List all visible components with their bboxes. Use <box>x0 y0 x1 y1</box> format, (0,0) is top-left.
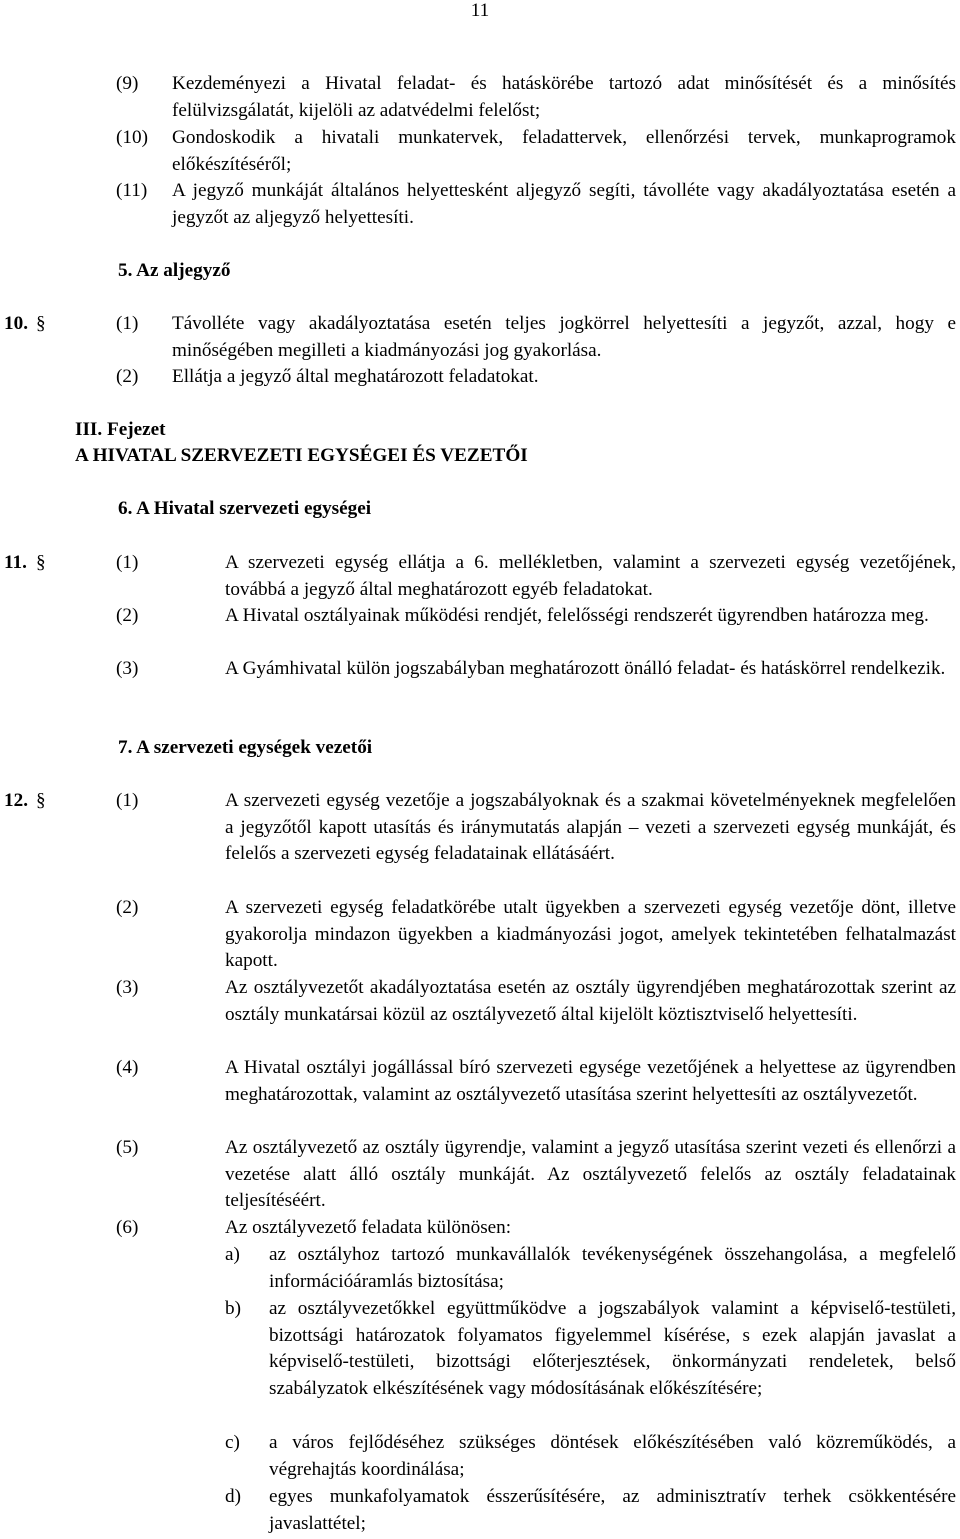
subsection-heading: 5. Az aljegyző <box>118 260 231 281</box>
subitem-text: a város fejlődéséhez szükséges döntések előkészítésében való közreműködés, a végrehajtás koordinálása; <box>269 1432 956 1480</box>
paragraph-text: A szervezeti egység feladatkörébe utalt ügyekben a szervezeti egység vezetője dönt, illetve gyakorolja mindazon ügyekben a kiadmányozási jogot, amelyek tekintetében felhatalmazást kapott. <box>225 897 956 972</box>
paragraph-num: (1) <box>116 790 139 811</box>
paragraph-num: (1) <box>116 313 139 334</box>
paragraph-text: A szervezeti egység ellátja a 6. mellékletben, valamint a szervezeti egység vezetőjének, továbbá a jegyző által meghatározott egyéb feladatokat. <box>225 552 956 600</box>
page-number: 11 <box>470 0 490 21</box>
paragraph-num: (2) <box>116 366 139 387</box>
paragraph-num: (3) <box>116 658 139 679</box>
paragraph-text: Az osztályvezető az osztály ügyrendje, valamint a jegyző utasítása szerint vezeti és ellenőrzi a vezetése alatt álló osztály munkáját. Az osztályvezető felelős az osztály feladatainak teljesítéséért. <box>225 1137 956 1212</box>
subitem-text: az osztályvezetőkkel együttműködve a jogszabályok valamint a képviselő-testületi, bizottsági határozatok folyamatos figyelemmel kísérése, s ezek alapján javaslat a képviselő-testületi, bizottsági előterjesztések, önkormányzati rendeletek, belső szabályzatok elkészítésének vagy módosításának előkészítésére; <box>269 1298 956 1399</box>
paragraph-text: Ellátja a jegyző által meghatározott feladatokat. <box>172 366 539 387</box>
paragraph-num: (2) <box>116 605 139 626</box>
paragraph-num: (2) <box>116 897 139 918</box>
section-number: 10. <box>4 313 28 334</box>
list-item-num: (11) <box>116 180 148 201</box>
chapter-title: III. Fejezet <box>75 419 166 440</box>
subitem-text: egyes munkafolyamatok ésszerűsítésére, az adminisztratív terhek csökkentésére javaslattétel; <box>269 1486 956 1534</box>
subitem-num: c) <box>225 1432 240 1453</box>
list-item-num: (9) <box>116 73 139 94</box>
subitem-text: az osztályhoz tartozó munkavállalók tevékenységének összehangolása, a megfelelő információáramlás biztosítása; <box>269 1244 956 1292</box>
list-item-text: Gondoskodik a hivatali munkatervek, feladattervek, ellenőrzési tervek, munkaprogramok előkészítéséről; <box>172 127 956 175</box>
paragraph-num: (5) <box>116 1137 139 1158</box>
paragraph-num: (1) <box>116 552 139 573</box>
section-sign: § <box>36 552 46 573</box>
paragraph-text: A Hivatal osztályainak működési rendjét, felelősségi rendszerét ügyrendben határozza meg. <box>225 605 929 626</box>
subsection-heading: 6. A Hivatal szervezeti egységei <box>118 498 372 519</box>
list-item-num: (10) <box>116 127 148 148</box>
list-item-text: A jegyző munkáját általános helyettesként aljegyző segíti, távolléte vagy akadályoztatása esetén a jegyzőt az aljegyző helyettesíti. <box>172 180 956 228</box>
paragraph-text: A Hivatal osztályi jogállással bíró szervezeti egysége vezetőjének a helyettese az ügyrendben meghatározottak, valamint az osztályvezető utasítása szerint helyettesíti az osztályvezetőt. <box>225 1057 956 1105</box>
section-number: 12. <box>4 790 28 811</box>
subitem-num: a) <box>225 1244 240 1265</box>
paragraph-text: A szervezeti egység vezetője a jogszabályoknak és a szakmai követelményeknek megfelelően a jegyzőtől kapott utasítás és iránymutatás alapján – vezeti a szervezeti egység munkáját, és felelős a szervezeti egység feladatainak ellátásáért. <box>225 790 956 865</box>
list-item-text: Kezdeményezi a Hivatal feladat- és hatáskörébe tartozó adat minősítését és a minősítés felülvizsgálatát, kijelöli az adatvédelmi felelőst; <box>172 73 956 121</box>
paragraph-text: Az osztályvezető feladata különösen: <box>225 1217 512 1238</box>
section-sign: § <box>36 790 46 811</box>
paragraph-num: (6) <box>116 1217 139 1238</box>
paragraph-text: Távolléte vagy akadályoztatása esetén teljes jogkörrel helyettesíti a jegyzőt, azzal, hogy e minőségében megilleti a kiadmányozási jog gyakorlása. <box>172 313 956 361</box>
section-number: 11. <box>4 552 27 573</box>
paragraph-num: (3) <box>116 977 139 998</box>
subitem-num: d) <box>225 1486 241 1507</box>
subitem-num: b) <box>225 1298 241 1319</box>
chapter-subtitle: A HIVATAL SZERVEZETI EGYSÉGEI ÉS VEZETŐI <box>75 445 528 466</box>
subsection-heading: 7. A szervezeti egységek vezetői <box>118 737 373 758</box>
paragraph-num: (4) <box>116 1057 139 1078</box>
paragraph-text: Az osztályvezetőt akadályoztatása esetén az osztály ügyrendjében meghatározottak szerint az osztály munkatársai közül az osztályvezető által kijelölt köztisztviselő helyettesíti. <box>225 977 956 1025</box>
section-sign: § <box>36 313 46 334</box>
paragraph-text: A Gyámhivatal külön jogszabályban meghatározott önálló feladat- és hatáskörrel rendelkezik. <box>225 658 946 679</box>
